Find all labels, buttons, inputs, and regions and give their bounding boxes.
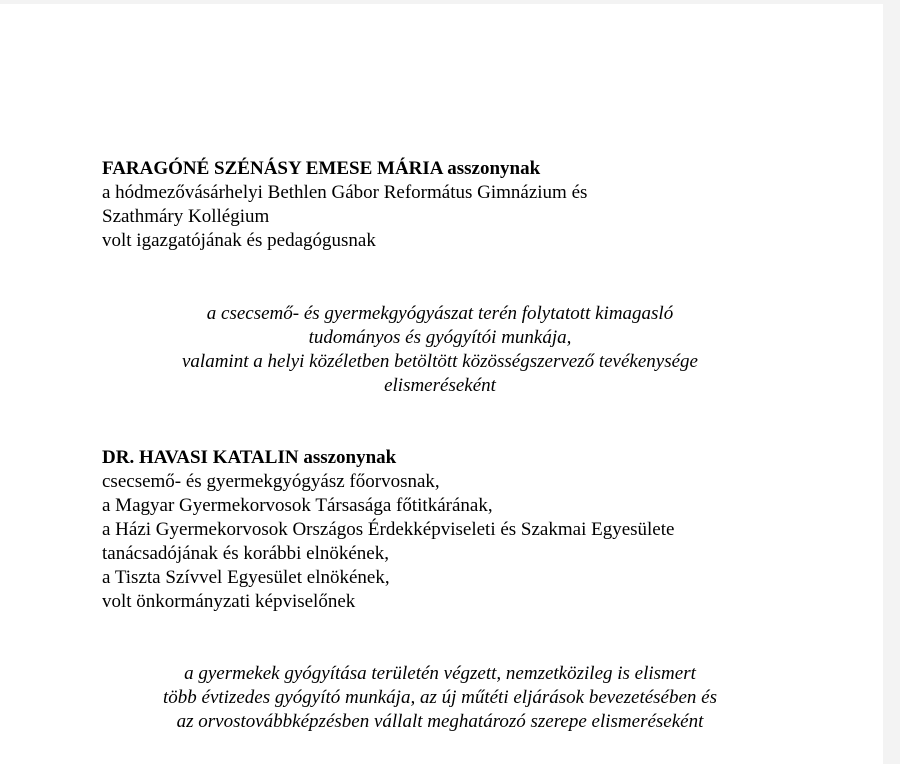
- citation-line: több évtizedes gyógyító munkája, az új műtéti eljárások bevezetésében és: [162, 687, 717, 708]
- citation-line: a gyermekek gyógyítása területén végzett, nemzetközileg is elismert: [184, 663, 696, 684]
- entry-2-title-line: a Tiszta Szívvel Egyesület elnökének,: [102, 567, 390, 588]
- entry-1-title-line: a hódmezővásárhelyi Bethlen Gábor Református Gimnázium és: [102, 182, 588, 203]
- citation-line: valamint a helyi közéletben betöltött közösségszervező tevékenysége: [182, 351, 698, 372]
- entry-2-title-line: tanácsadójának és korábbi elnökének,: [102, 543, 389, 564]
- entry-2-salutation: asszonynak: [298, 447, 397, 468]
- entry-2-citation: [0, 662, 880, 734]
- entry-1-name: FARAGÓNÉ SZÉNÁSY EMESE MÁRIA: [102, 158, 443, 179]
- document-page: [0, 4, 883, 764]
- entry-1-citation: [0, 302, 880, 398]
- entry-2-name-line: [102, 446, 674, 470]
- entry-2-title-line: a Házi Gyermekorvosok Országos Érdekképviseleti és Szakmai Egyesülete: [102, 519, 675, 540]
- entry-1-name-line: [102, 157, 587, 181]
- citation-line: elismeréseként: [384, 375, 496, 396]
- entry-2-name: DR. HAVASI KATALIN: [102, 447, 299, 468]
- entry-2-title-line: csecsemő- és gyermekgyógyász főorvosnak,: [102, 471, 440, 492]
- entry-2-header: [102, 446, 674, 614]
- citation-line: tudományos és gyógyítói munkája,: [308, 327, 572, 348]
- entry-1-header: [102, 157, 587, 253]
- entry-1-title-line: Szathmáry Kollégium: [102, 206, 270, 227]
- entry-2-title-line: volt önkormányzati képviselőnek: [102, 591, 356, 612]
- entry-2-title-line: a Magyar Gyermekorvosok Társasága főtitkárának,: [102, 495, 493, 516]
- entry-1-title-line: volt igazgatójának és pedagógusnak: [102, 230, 376, 251]
- entry-1-salutation: asszonynak: [442, 158, 541, 179]
- citation-line: az orvostovábbképzésben vállalt meghatározó szerepe elismeréseként: [176, 711, 704, 732]
- citation-line: a csecsemő- és gyermekgyógyászat terén folytatott kimagasló: [206, 303, 674, 324]
